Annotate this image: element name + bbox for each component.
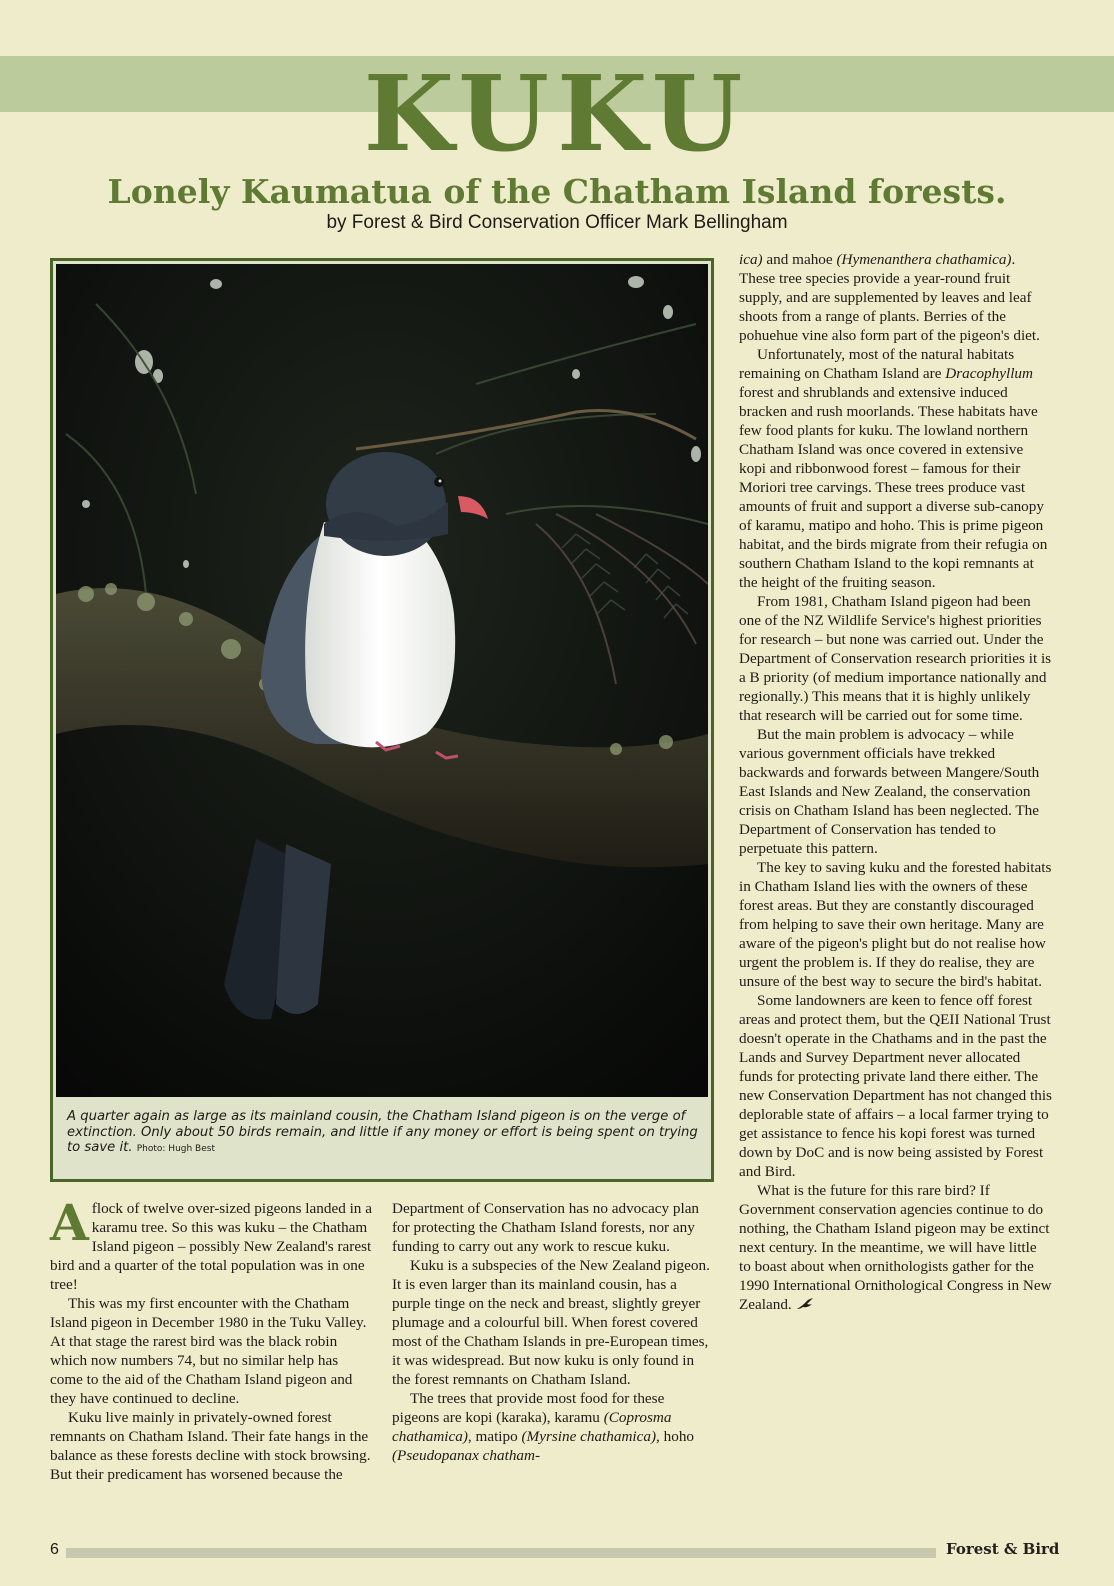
bird-end-mark-icon <box>796 1297 814 1311</box>
pigeon-photo <box>56 264 708 1097</box>
paragraph: Aflock of twelve over-sized pigeons landed in a karamu tree. So this was kuku – the Chatham Island pigeon – possibly New Zealand's rarest bird and a quarter of the total population was in one tree! <box>50 1193 372 1293</box>
paragraph: What is the future for this rare bird? If Government conservation agencies continue to do nothing, the Chatham Island pigeon may be extinct next century. In the meantime, we will have little to boast about when ornithologists gather for the 1990 International Ornithological Congress in New Zealand. <box>739 1182 1052 1313</box>
paragraph: Unfortunately, most of the natural habitats remaining on Chatham Island are Dracophyllum forest and shrublands and extensive induced bracken and rush moorlands. These habitats have few food plants for kuku. The lowland northern Chatham Island was once covered in extensive kopi and ribbonwood forest – famous for their Moriori tree carvings. These trees produce vast amounts of fruit and support a diverse sub-canopy of karamu, matipo and hoho. This is prime pigeon habitat, and the birds migrate from their refugia on southern Chatham Island to the kopi remnants at the height of the fruiting season. <box>739 346 1048 591</box>
article-column-3 <box>739 250 1052 1314</box>
paragraph: ica) and mahoe (Hymenanthera chathamica). These tree species provide a year-round fruit supply, and are supplemented by leaves and leaf shoots from a range of plants. Berries of the pohuehue vine also form part of the pigeon's diet. <box>739 251 1040 344</box>
byline: by Forest & Bird Conservation Officer Mark Bellingham <box>326 212 788 233</box>
paragraph: The key to saving kuku and the forested habitats in Chatham Island lies with the owners of these forest areas. But they are constantly discouraged from helping to save their own heritage. Many are aware of the pigeon's plight but do not realise how urgent the problem is. If they do realise, they are unsure of the best way to secure the bird's habitat. <box>739 859 1052 990</box>
paragraph: This was my first encounter with the Chatham Island pigeon in December 1980 in the Tuku Valley. At that stage the rarest bird was the black robin which now numbers 74, but no similar help has come to the aid of the Chatham Island pigeon and they have continued to decline. <box>50 1295 367 1407</box>
magazine-brand: Forest & Bird <box>946 1540 1060 1558</box>
paragraph: Department of Conservation has no advocacy plan for protecting the Chatham Island forests, nor any funding to carry out any work to rescue kuku. <box>392 1200 700 1255</box>
subtitle: Lonely Kaumatua of the Chatham Island forests. <box>107 172 1007 211</box>
photo-credit: Photo: Hugh Best <box>136 1144 215 1154</box>
paragraph: From 1981, Chatham Island pigeon had been one of the NZ Wildlife Service's highest priorities for research – but none was carried out. Under the Department of Conservation research priorities it is a B priority (of medium importance nationally and regionally.) This means that it is highly unlikely that research will be carried out for some time. <box>739 593 1052 724</box>
page-title: KUKU <box>363 52 751 175</box>
drop-cap: A <box>50 1193 89 1252</box>
caption-text: A quarter again as large as its mainland cousin, the Chatham Island pigeon is on the verge of extinction. Only about 50 birds remain, and little if any money or effort is being spent on trying to save it. <box>67 1109 698 1155</box>
paragraph: Kuku live mainly in privately-owned forest remnants on Chatham Island. Their fate hangs in the balance as these forests decline with stock browsing. But their predicament has worsened because the <box>50 1409 371 1483</box>
paragraph: But the main problem is advocacy – while various government officials have trekked backwards and forwards between Mangere/South East Islands and New Zealand, the conservation crisis on Chatham Island has been neglected. The Department of Conservation has tended to perpetuate this pattern. <box>739 726 1040 857</box>
photo-figure <box>50 258 714 1182</box>
paragraph: The trees that provide most food for these pigeons are kopi (karaka), karamu (Coprosma chathamica), matipo (Myrsine chathamica), hoho (Pseudopanax chatham- <box>392 1390 695 1464</box>
page-number: 6 <box>50 1541 59 1558</box>
photo-caption <box>67 1109 701 1158</box>
footer-rule <box>66 1548 936 1558</box>
article-column-2 <box>392 1199 714 1465</box>
paragraph: Some landowners are keen to fence off forest areas and protect them, but the QEII National Trust doesn't operate in the Chathams and in the past the Lands and Survey Department never allocated funds for protecting private land there either. The new Conservation Department has not changed this deplorable state of affairs – a local farmer trying to get assistance to fence his kopi forest was turned down by DoC and is now being assisted by Forest and Bird. <box>739 992 1052 1180</box>
article-column-1 <box>50 1193 372 1484</box>
paragraph: Kuku is a subspecies of the New Zealand pigeon. It is even larger than its mainland cousin, has a purple tinge on the neck and breast, slightly greyer plumage and a colourful bill. When forest covered most of the Chatham Islands in pre-European times, it was widespread. But now kuku is only found in the forest remnants on Chatham Island. <box>392 1257 710 1388</box>
